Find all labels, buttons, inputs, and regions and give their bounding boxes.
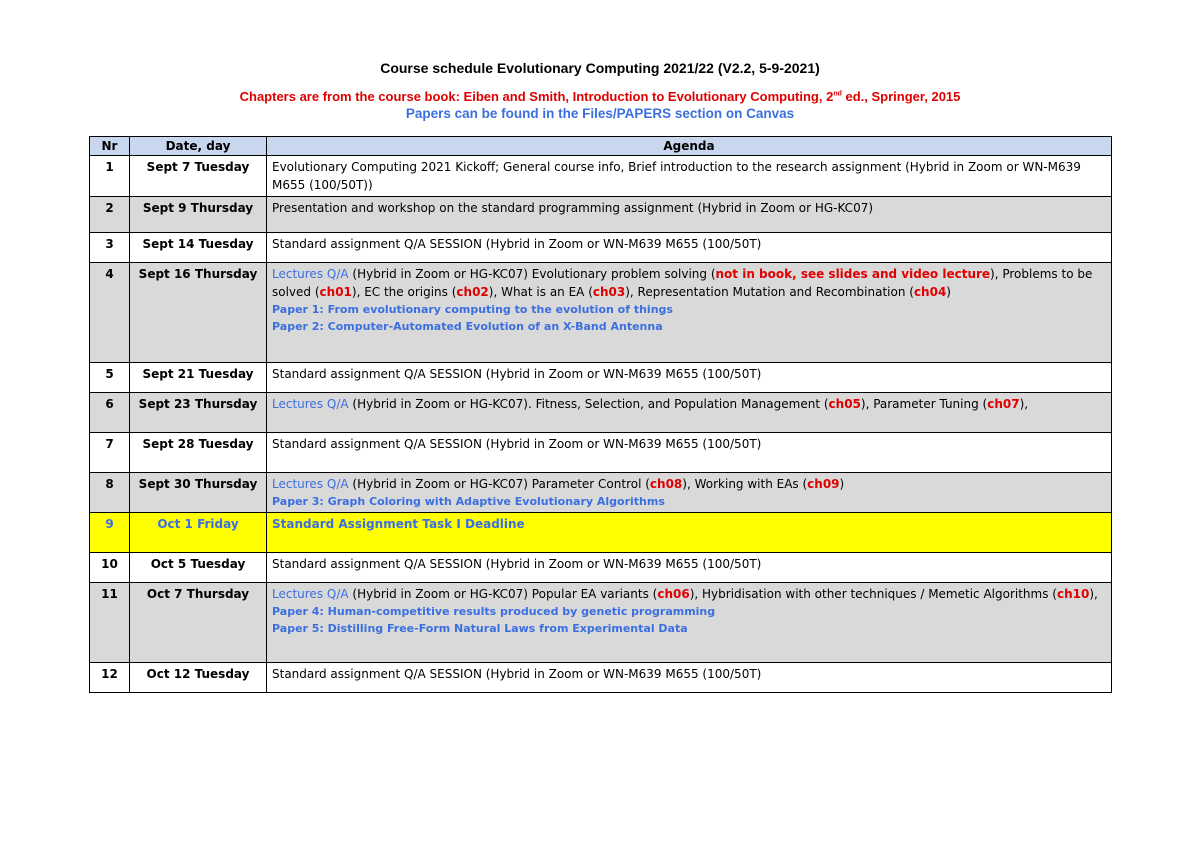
row-nr: 7: [90, 433, 130, 473]
row-agenda: Standard assignment Q/A SESSION (Hybrid in Zoom or WN-M639 M655 (100/50T): [267, 663, 1112, 693]
table-row: [90, 663, 1112, 693]
row-nr: 6: [90, 393, 130, 433]
chapter-ref: ch08: [649, 477, 683, 491]
lectures-qa-link[interactable]: Lectures Q/A: [272, 477, 349, 491]
header-date: Date, day: [130, 137, 267, 156]
table-header-row: [90, 137, 1112, 156]
row-date: Sept 28 Tuesday: [130, 433, 267, 473]
chapter-note: not in book, see slides and video lecture: [715, 267, 991, 281]
chapter-ref: ch10: [1056, 587, 1090, 601]
lectures-qa-link[interactable]: Lectures Q/A: [272, 587, 349, 601]
table-row: [90, 197, 1112, 233]
chapter-ref: ch04: [913, 285, 947, 299]
row-nr: 2: [90, 197, 130, 233]
paper-link[interactable]: Paper 4: Human-competitive results produced by genetic programming: [272, 605, 716, 618]
chapter-ref: ch02: [456, 285, 489, 299]
table-row: [90, 233, 1112, 263]
papers-location-note: Papers can be found in the Files/PAPERS section on Canvas: [405, 106, 795, 121]
row-agenda: Standard assignment Q/A SESSION (Hybrid in Zoom or WN-M639 M655 (100/50T): [267, 363, 1112, 393]
table-row: [90, 513, 1112, 553]
row-agenda: Standard assignment Q/A SESSION (Hybrid in Zoom or WN-M639 M655 (100/50T): [267, 233, 1112, 263]
paper-link[interactable]: Paper 3: Graph Coloring with Adaptive Evolutionary Algorithms: [272, 495, 665, 508]
row-date: Sept 30 Thursday: [130, 473, 267, 513]
row-nr: 5: [90, 363, 130, 393]
row-date: Oct 12 Tuesday: [130, 663, 267, 693]
row-agenda: Standard assignment Q/A SESSION (Hybrid in Zoom or WN-M639 M655 (100/50T): [267, 553, 1112, 583]
chapter-ref: ch03: [592, 285, 626, 299]
paper-link[interactable]: Paper 5: Distilling Free-Form Natural Laws from Experimental Data: [272, 622, 688, 635]
table-row: [90, 473, 1112, 513]
table-row: [90, 363, 1112, 393]
row-date: Oct 7 Thursday: [130, 583, 267, 663]
row-date: Oct 5 Tuesday: [130, 553, 267, 583]
row-nr: 4: [90, 263, 130, 363]
chapter-ref: ch06: [657, 587, 690, 601]
chapter-ref: ch01: [319, 285, 352, 299]
row-nr: 11: [90, 583, 130, 663]
row-agenda: Presentation and workshop on the standard programming assignment (Hybrid in Zoom or HG-KC07): [267, 197, 1112, 233]
row-nr: 10: [90, 553, 130, 583]
row-nr: 3: [90, 233, 130, 263]
lectures-qa-link[interactable]: Lectures Q/A: [272, 397, 349, 411]
row-date: Oct 1 Friday: [130, 513, 267, 553]
table-row: [90, 393, 1112, 433]
lectures-qa-link[interactable]: Lectures Q/A: [272, 267, 349, 281]
row-date: Sept 14 Tuesday: [130, 233, 267, 263]
row-date: Sept 16 Thursday: [130, 263, 267, 363]
row-date: Sept 9 Thursday: [130, 197, 267, 233]
table-row: [90, 583, 1112, 663]
table-row: [90, 553, 1112, 583]
chapter-ref: ch07: [987, 397, 1020, 411]
paper-link[interactable]: Paper 2: Computer-Automated Evolution of an X-Band Antenna: [272, 320, 663, 333]
table-row: [90, 156, 1112, 197]
page-title: Course schedule Evolutionary Computing 2021/22 (V2.2, 5-9-2021): [380, 60, 820, 76]
row-agenda: Evolutionary Computing 2021 Kickoff; General course info, Brief introduction to the research assignment (Hybrid in Zoom or WN-M639 M655 (100/50T)): [267, 156, 1112, 197]
chapter-ref: ch05: [828, 397, 861, 411]
chapter-ref: ch09: [807, 477, 840, 491]
table-row: [90, 433, 1112, 473]
row-nr: 1: [90, 156, 130, 197]
row-agenda: Lectures Q/A (Hybrid in Zoom or HG-KC07). Fitness, Selection, and Population Management (ch05), Parameter Tuning (ch07),: [267, 393, 1112, 433]
row-nr: 12: [90, 663, 130, 693]
row-agenda: Standard assignment Q/A SESSION (Hybrid in Zoom or WN-M639 M655 (100/50T): [267, 433, 1112, 473]
row-date: Sept 23 Thursday: [130, 393, 267, 433]
row-agenda: Lectures Q/A (Hybrid in Zoom or HG-KC07) Evolutionary problem solving (not in book, see slides and video lecture), Problems to be solved (ch01), EC the origins (ch02), What is an EA (ch03), Representation Mutation and Recombination (ch04) Paper 1: From evolutionary computing to the evolution of things Paper 2: Computer-Automated Evolution of an X-Band Antenna: [267, 263, 1112, 363]
paper-link[interactable]: Paper 1: From evolutionary computing to the evolution of things: [272, 303, 673, 316]
row-agenda: Standard Assignment Task I Deadline: [267, 513, 1112, 553]
header-agenda: Agenda: [267, 137, 1112, 156]
row-nr: 9: [90, 513, 130, 553]
schedule-table: [89, 136, 1112, 693]
row-date: Sept 7 Tuesday: [130, 156, 267, 197]
header-nr: Nr: [90, 137, 130, 156]
row-agenda: Lectures Q/A (Hybrid in Zoom or HG-KC07) Parameter Control (ch08), Working with EAs (ch09) Paper 3: Graph Coloring with Adaptive Evolutionary Algorithms: [267, 473, 1112, 513]
table-row: [90, 263, 1112, 363]
row-agenda: Lectures Q/A (Hybrid in Zoom or HG-KC07) Popular EA variants (ch06), Hybridisation with other techniques / Memetic Algorithms (ch10), Paper 4: Human-competitive results produced by genetic programming Paper 5: Distilling Free-Form Natural Laws from Experimental Data: [267, 583, 1112, 663]
course-book-note: Chapters are from the course book: Eiben and Smith, Introduction to Evolutionary Computing, 2nd ed., Springer, 2015: [239, 89, 961, 104]
row-date: Sept 21 Tuesday: [130, 363, 267, 393]
row-nr: 8: [90, 473, 130, 513]
